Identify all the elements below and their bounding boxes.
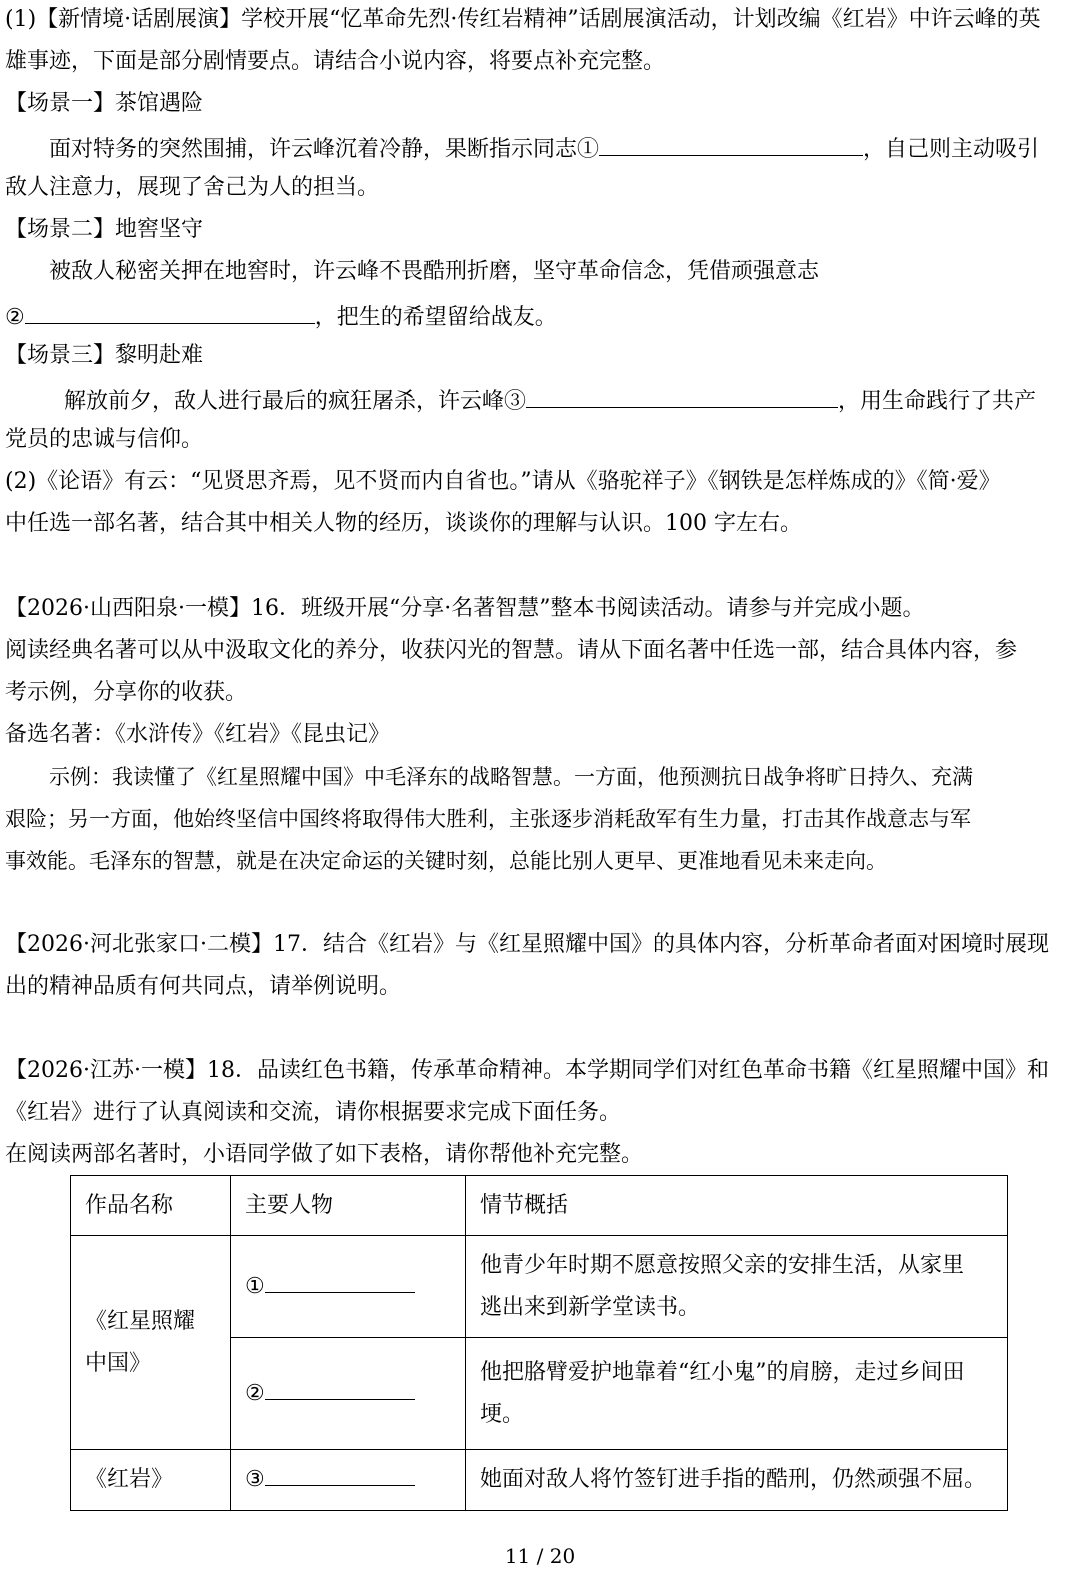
blank-marker-3: ③ — [245, 1467, 265, 1492]
q16-example-line1: 示例：我读懂了《红星照耀中国》中毛泽东的战略智慧。一方面，他预测抗日战争将旷日持久、充满 — [49, 765, 973, 789]
q18-line2: 《红岩》进行了认真阅读和交流，请你根据要求完成下面任务。 — [5, 1100, 622, 1125]
scene1-title: 【场景一】茶馆遇险 — [5, 91, 204, 116]
table-header-row — [71, 1176, 1008, 1236]
q15-part2-line1: (2)《论语》有云：“见贤思齐焉，见不贤而内自省也。”请从《骆驼祥子》《钢铁是怎样炼成的》《简·爱》 — [5, 469, 1001, 494]
character-cell-3 — [231, 1450, 466, 1511]
scene1-line2: 敌人注意力，展现了舍己为人的担当。 — [5, 175, 380, 200]
header-plot: 情节概括 — [466, 1176, 1008, 1236]
scene1-text-a: 面对特务的突然围捕，许云峰沉着冷静，果断指示同志① — [49, 137, 600, 162]
q17-line2: 出的精神品质有何共同点，请举例说明。 — [5, 974, 402, 999]
scene2-title: 【场景二】地窖坚守 — [5, 217, 204, 242]
q16-line3: 考示例，分享你的收获。 — [5, 680, 248, 705]
character-cell-2 — [231, 1338, 466, 1450]
q15-part1-line1: (1)【新情境·话剧展演】学校开展“忆革命先烈·传红岩精神”话剧展演活动，计划改编《红岩》中许云峰的英 — [5, 7, 1041, 32]
blank-marker-1: ① — [245, 1273, 265, 1299]
scene2-line1: 被敌人秘密关押在地窖时，许云峰不畏酷刑折磨，坚守革命信念，凭借顽强意志 — [49, 259, 820, 284]
plot-cell-3: 她面对敌人将竹签钉进手指的酷刑，仍然顽强不屈。 — [466, 1450, 1008, 1511]
character-blank-1[interactable] — [265, 1266, 415, 1293]
scene2-text-b: ，把生的希望留给战友。 — [314, 305, 557, 330]
book-name-line1: 《红星照耀 — [85, 1308, 196, 1334]
scene1-line1 — [49, 131, 1039, 165]
answer-blank-3[interactable] — [526, 383, 838, 408]
q16-example-line3: 事效能。毛泽东的智慧，就是在决定命运的关键时刻，总能比别人更早、更准地看见未来走向。 — [5, 849, 887, 873]
character-blank-3[interactable] — [265, 1459, 415, 1486]
scene2-line2 — [5, 299, 557, 333]
q16-line2: 阅读经典名著可以从中汲取文化的养分，收获闪光的智慧。请从下面名著中任选一部，结合具体内容，参 — [5, 638, 1018, 663]
header-character: 主要人物 — [231, 1176, 466, 1236]
table-row — [71, 1450, 1008, 1511]
scene1-text-b: ，自己则主动吸引 — [863, 137, 1040, 162]
answer-blank-1[interactable] — [599, 131, 863, 156]
header-title: 作品名称 — [71, 1176, 231, 1236]
plot1-line2: 逃出来到新学堂读书。 — [480, 1294, 701, 1320]
q18-line1: 【2026·江苏·一模】18．品读红色书籍，传承革命精神。本学期同学们对红色革命书籍《红星照耀中国》和 — [5, 1058, 1049, 1083]
q15-part2-line2: 中任选一部名著，结合其中相关人物的经历，谈谈你的理解与认识。100 字左右。 — [5, 511, 802, 536]
scene3-line2: 党员的忠诚与信仰。 — [5, 427, 204, 452]
scene3-text-a: 解放前夕，敌人进行最后的疯狂屠杀，许云峰③ — [64, 389, 527, 414]
scene3-text-b: ，用生命践行了共产 — [838, 389, 1037, 414]
plot2-line1: 他把胳臂爱护地靠着“红小鬼”的肩膀，走过乡间田 — [480, 1359, 965, 1385]
answer-blank-2[interactable] — [25, 299, 315, 324]
book-cell-red-star — [71, 1236, 231, 1450]
character-cell-1 — [231, 1236, 466, 1338]
scene3-title: 【场景三】黎明赴难 — [5, 343, 204, 368]
blank-marker-2: ② — [245, 1380, 265, 1406]
q16-example-line2: 艰险；另一方面，他始终坚信中国终将取得伟大胜利，主张逐步消耗敌军有生力量，打击其作战意志与军 — [5, 807, 971, 831]
table-row — [71, 1236, 1008, 1338]
scene2-text-a: ② — [5, 305, 25, 330]
q16-line1: 【2026·山西阳泉·一模】16．班级开展“分享·名著智慧”整本书阅读活动。请参与并完成小题。 — [5, 596, 925, 621]
q16-options: 备选名著：《水浒传》《红岩》《昆虫记》 — [5, 722, 391, 747]
plot-cell-2 — [466, 1338, 1008, 1450]
plot2-line2: 埂。 — [480, 1401, 525, 1427]
reading-table — [70, 1175, 1008, 1511]
scene3-line1 — [64, 383, 1036, 417]
book-cell-red-rock: 《红岩》 — [71, 1450, 231, 1511]
q17-line1: 【2026·河北张家口·二模】17．结合《红岩》与《红星照耀中国》的具体内容，分析革命者面对困境时展现 — [5, 932, 1049, 957]
plot-cell-1 — [466, 1236, 1008, 1338]
book-name-line2: 中国》 — [85, 1350, 152, 1376]
character-blank-2[interactable] — [265, 1373, 415, 1400]
plot1-line1: 他青少年时期不愿意按照父亲的安排生活，从家里 — [480, 1252, 965, 1278]
q15-part1-line2: 雄事迹，下面是部分剧情要点。请结合小说内容，将要点补充完整。 — [5, 49, 666, 74]
q18-line3: 在阅读两部名著时，小语同学做了如下表格，请你帮他补充完整。 — [5, 1142, 644, 1167]
page-number: 11 / 20 — [504, 1544, 576, 1568]
